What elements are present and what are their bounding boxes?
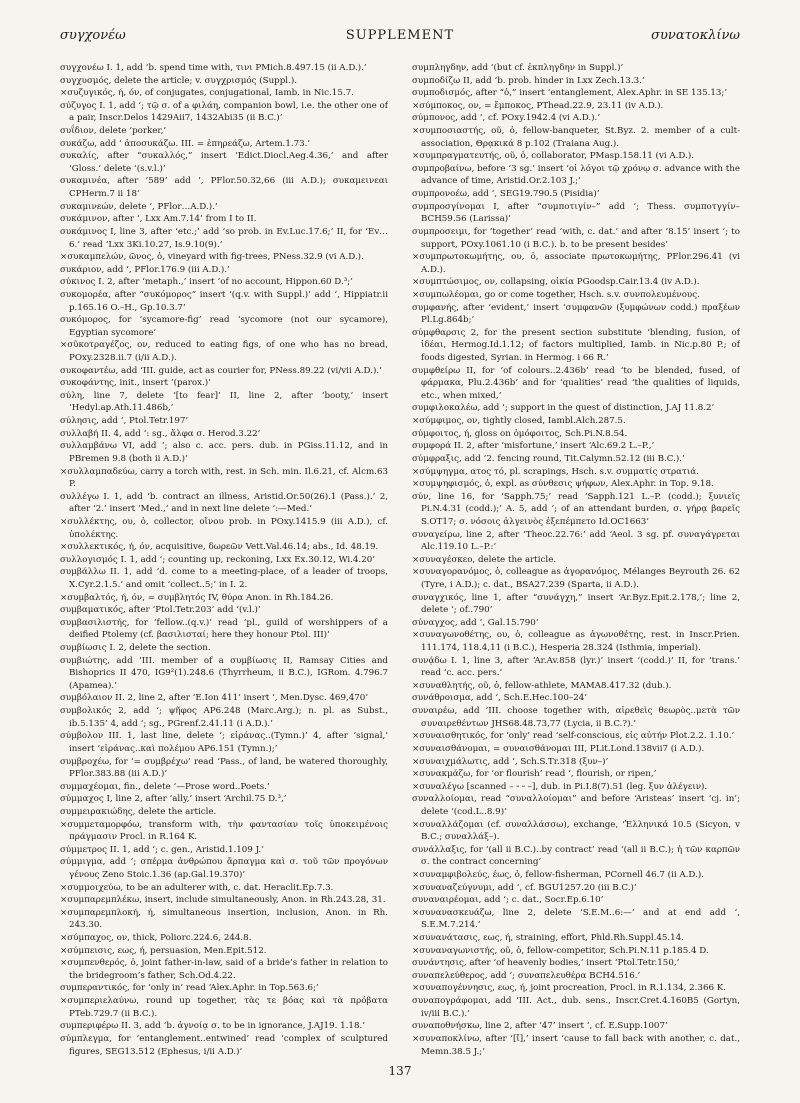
dictionary-entry: ×συνανάτασις, εως, ή, straining, effort, Phld.Rh.Suppl.45.14. (412, 933, 684, 944)
dictionary-entry: ×συναμφιβολεύς, έως, ὁ, fellow-fisherman, PCornell 46.7 (ii A.D.). (412, 870, 704, 880)
dictionary-entry: συμμειρακιώδης, delete the article. (60, 806, 217, 817)
dictionary-entry: συΐδιον, delete ‘porker,’ (60, 126, 167, 137)
dictionary-entry: ×συμπωλέομαι, go or come together, Hsch. s.v. συνπολευμένους. (412, 289, 700, 300)
dictionary-entry: συμπροβαίνω, before ‘3 sg.’ insert ‘οἱ λόγοι τῷ χρόνῳ σ. advance with the advance of time, Aristid.Or.2.103 J.;’ (412, 163, 740, 187)
dictionary-entry: συλλαμβάνω VI, add ‘; also c. acc. pers. dub. in PGiss.11.12, and in PBremen 9.8 (both ii A.D.)’ (60, 441, 388, 464)
running-head-first-word: συγχονέω (60, 28, 126, 43)
dictionary-entry: ×συμβαλτός, ή, όν, = συμβλητός IV, θύρα Anon. in Rh.184.26. (60, 592, 334, 603)
dictionary-entry: συμβιώτης, add ‘III. member of a συμβίωσις II, Ramsay Cities and Bishoprics II 470, IG9²(1).248.6 (Thyrrheum, ii B.C.), IGRom. 4.796.7 (Apamea).’ (60, 655, 388, 691)
text-columns (60, 62, 740, 1062)
dictionary-entry: συγχυσμός, delete the article; v. συγχρισμός (Suppl.). (60, 75, 297, 86)
dictionary-entry: ×συναιχμάλωτις, add ‘, Sch.S.Tr.318 (ξυν–)’ (412, 756, 609, 767)
dictionary-entry: συμφορά II. 2, after ‘misfortune,’ insert ‘Alc.69.2 L.–P.,’ (412, 441, 655, 452)
dictionary-entry: σύμφραξις, add ‘2. fencing round, Tit.Calymn.52.12 (iii B.C.).’ (412, 453, 685, 464)
dictionary-entry: συκαμινεών, delete ‘, PFlor…A.D.).’ (60, 201, 218, 212)
dictionary-entry: συλλογισμός I. 1, add ‘; counting up, reckoning, Lxx Ex.30.12, Wi.4.20’ (60, 554, 376, 565)
dictionary-entry: συκοφάντης, init., insert ‘(parox.)’ (60, 378, 211, 389)
running-head-last-word: συνατοκλίνω (651, 28, 740, 43)
dictionary-entry: συμπροσγίνομαι I, after “συμποτιγίν–” add ‘; Thess. συμποτγγίν– BCH59.56 (Larissa)’ (412, 201, 740, 225)
dictionary-entry: συκάμινος I, line 3, after ‘etc.;’ add ‘so prob. in Ev.Luc.17.6;’ II, for ‘Ev…6.’ read ‘Lxx 3Ki.10.27, Is.9.10(9).’ (60, 226, 388, 250)
dictionary-entry: συμπεριφέρω II. 3, add ‘b. ἀγνοίᾳ σ. to be in ignorance, J.AJ19. 1.18.’ (60, 1021, 365, 1032)
dictionary-entry: συνᾴδω I. 1, line 3, after ‘Ar.Av.858 (lyr.)’ insert ‘(codd.)’ II, for ‘trans.’ read ‘c. acc. pers.’ (412, 655, 740, 679)
dictionary-entry: συκάζω, add ‘ ἀποσυκάζω. III. = ἐπηρεάζω, Artem.1.73.’ (60, 138, 311, 149)
dictionary-entry: συναιρέω, add ‘III. choose together with, αἱρεθεὶς θεωρὸς..μετὰ τῶν συναιρεθέντων JHS68.48.73,77 (Lycia, ii B.C.?).’ (412, 706, 740, 729)
dictionary-entry: συμβολικός 2, add ‘; ψῆφος AP6.248 (Marc.Arg.); n. pl. as Subst., ib.5.135’ 4, add ‘; sg., PGrenf.2.41.11 (i A.D.).’ (60, 706, 388, 729)
dictionary-entry: σύμβολον III. 1, last line, delete ‘; εἰράνας..(Tymn.)’ 4, after ‘signal,’ insert ‘εἰράνας..καὶ πολέμου AP6.151 (Tymn.);’ (60, 731, 388, 754)
dictionary-entry: συγχονέω I. 1, add ‘b. spend time with, τινι PMich.8.497.15 (ii A.D.).’ (60, 63, 367, 73)
dictionary-entry: ×συλλεκτικός, ή, όν, acquisitive, δωρεῶν Vett.Val.46.14; abs., Id. 48.19. (60, 542, 379, 553)
dictionary-entry: συνάλλαξις, for ‘(all ii B.C.)..by contract’ read ‘(all ii B.C.); ἡ τῶν καρπῶν σ. the contract concerning’ (412, 844, 740, 868)
dictionary-entry: ×συναγωνοθέτης, ου, ὁ, colleague as ἀγωνοθέτης, rest. in Inscr.Prien. 111.174, 118.4,11 (i B.C.), Hesperia 28.324 (Isthmia, imperial). (412, 630, 740, 654)
dictionary-entry: συμβασιλιστής, for ‘fellow..(q.v.)’ read ‘pl., guild of worshippers of a deified Ptolemy (cf. βασιλισταί; here they honour Ptol. III)’ (60, 617, 388, 641)
dictionary-entry: συκοφαντέω, add ‘III. guide, act as courier for, PNess.89.22 (vi/vii A.D.).’ (60, 365, 382, 376)
dictionary-entry: ×συνανασκευάζω, line 2, delete ‘S.E.M..6:—’ and at end add ‘, S.E.M.7.214.’ (412, 907, 740, 931)
dictionary-entry: ×συναγορανόμος, ὁ, colleague as ἀγορανόμος, Mélanges Beyrouth 26. 62 (Tyre, i A.D.); c. dat., BSA27.239 (Sparta, ii A.D.). (412, 567, 740, 590)
dictionary-entry: συνάντησις, after ‘of heavenly bodies,’ insert ‘Ptol.Tetr.150,’ (412, 958, 680, 969)
dictionary-entry: σύμπονος, add ‘, cf. POxy.1942.4 (vi A.D.).’ (412, 113, 601, 124)
dictionary-entry: σύναγχος, add ‘, Gal.15.790’ (412, 617, 539, 628)
dictionary-entry: συμβόλαιον II. 2, line 2, after ‘E.Ion 411’ insert ‘, Men.Dysc. 469,470’ (60, 693, 369, 704)
dictionary-entry: συναποθνήσκω, line 2, after ‘47’ insert ‘, cf. E.Supp.1007’ (412, 1021, 668, 1032)
dictionary-entry: ×σύμποκος, ον, = ἔμποκος, PThead.22.9, 23.11 (iv A.D.). (412, 100, 664, 111)
dictionary-entry: συκάριον, add ‘, PFlor.176.9 (iii A.D.).’ (60, 264, 230, 275)
dictionary-entry: σύμμιγμα, add ‘; σπέρμα ἀνθρώπου ἄρπαγμα καὶ σ. τοῦ τῶν προγόνων γένους Zeno Stoic.1.36 (ap.Gal.19.370)’ (60, 857, 388, 880)
dictionary-entry: ×συκαμπελών, ῶνος, ὁ, vineyard with fig-trees, PNess.32.9 (vi A.D.). (60, 252, 364, 263)
dictionary-entry: ×συμπτώσιμος, ον, collapsing, οἰκία PGoodsp.Cair.13.4 (iv A.D.). (412, 277, 700, 288)
dictionary-entry: σύμμετρος II. 1, add ‘; c. gen., Aristid.1.109 J.’ (60, 844, 264, 855)
dictionary-entry: ×συμπεριελαύνω, round up together, τὰς τε βόας καὶ τὰ πρόβατα PTeb.729.7 (ii B.C.). (60, 996, 388, 1019)
dictionary-entry: ×συμπαρεμπλέκω, insert, include simultaneously, Anon. in Rh.243.28, 31. (60, 895, 386, 906)
running-head (60, 28, 740, 52)
left-column (60, 62, 388, 1062)
dictionary-entry: συναπελεύθερος, add ‘; συναπελευθέρα BCH4.516.’ (412, 970, 641, 981)
dictionary-entry: συμποδίζω II, add ‘b. prob. hinder in Lxx Zech.13.3.’ (412, 75, 645, 86)
dictionary-entry: ×συναναγωνιστής, οῦ, ὁ, fellow-competitor, Sch.Pi.N.11 p.185.4 D. (412, 945, 709, 956)
dictionary-entry: συναγχικός, line 1, after “συνάγχη,” insert ‘Ar.Byz.Epit.2.178,’; line 2, delete ‘; of..790’ (412, 592, 740, 616)
dictionary-entry: συκαλίς, after “συκαλλός,” insert ‘Edict.Diocl.Aeg.4.36,’ and after ‘Gloss.’ delete ‘(s.v.l.)’ (60, 151, 388, 174)
dictionary-entry: συναπογράφομαι, add ‘III. Act., dub. sens., Inscr.Cret.4.160B5 (Gortyn, iv/iii B.C.).’ (412, 996, 740, 1019)
page-number: 137 (388, 1064, 412, 1078)
dictionary-entry: συμφανής, after ‘evident,’ insert ‘συμφανῶν (ξυμφώνων codd.) πραξέων Pl.Lg.864b;’ (412, 302, 740, 326)
dictionary-entry: συλλέγω I. 1, add ‘b. contract an illness, Aristid.Or.50(26).1 (Pass.).’ 2, after ‘2.’ insert ‘Med.,’ and in next line delete ‘:—Med.’ (60, 491, 388, 515)
dictionary-entry: σύμφθαρσις 2, for the present section substitute ‘blending, fusion, of ἰδέαι, Hermog.Id.1.12; of factors multiplied, Iamb. in Nic.p.80 P.; of foods digested, Syrian. in Hermog. i 66 R.’ (412, 327, 740, 364)
dictionary-entry: σύλησις, add ‘, Ptol.Tetr.197’ (60, 416, 189, 427)
dictionary-entry: ×συναποκλίνω, after ‘[ἴ],’ insert ‘cause to fall back with another, c. dat., Memn.38.5 J.;’ (412, 1033, 740, 1057)
dictionary-entry: ×συναγέσκεο, delete the article. (412, 554, 557, 565)
dictionary-entry: συμβάλλω II. 1, add ‘d. come to a meeting-place, of a leader of troops, X.Cyr.2.1.5.’ and omit ‘collect..5;’ in I. 2. (60, 567, 388, 590)
dictionary-entry: συκαμινέα, after ‘589’ add ‘, PFlor.50.32,66 (iii A.D.); συκαμεινεαι CPHerm.7 ii 18’ (60, 176, 388, 200)
dictionary-entry: ×συμπενθερός, ὁ, joint father-in-law, said of a bride’s father in relation to the bridegroom’s father, Sch.Od.4.22. (60, 958, 388, 981)
dictionary-entry: ×συναλέγω [scanned – ⏑ ⏑ –], dub. in Pi.I.8(7).51 (leg. ξυν ἀλέγειν). (412, 781, 708, 792)
dictionary-entry: συμβροχέω, for ‘= συμβρέχω’ read ‘Pass., of land, be watered thoroughly, PFlor.383.88 (iii A.D.)’ (60, 756, 388, 780)
dictionary-entry: σύμφοιτος, ή, gloss on ὁμόφοιτος, Sch.Pi.N.8.54. (412, 428, 628, 439)
dictionary-entry: ×συλλαμπαδεύω, carry a torch with, rest. in Sch. min. Il.6.21, cf. Alcm.63 P. (60, 466, 388, 490)
dictionary-entry: συλλαβή II. 4, add ‘: sg., ἄλφα σ. Herod.3.22’ (60, 428, 261, 439)
dictionary-entry: συμπρονοέω, add ‘, SEG19.790.5 (Pisidia)’ (412, 189, 600, 200)
dictionary-entry: ×σύμψηγμα, ατος τό, pl. scrapings, Hsch. s.v. συμματίς στρατιά. (412, 466, 699, 477)
dictionary-entry: συμπληγδην, add ‘(but cf. ἐκπληγδην in Suppl.)’ (412, 63, 624, 73)
dictionary-entry: συμπροσειμι, for ‘together’ read ‘with, c. dat.’ and after ‘8.15’ insert ‘; to support, POxy.1061.10 (i B.C.). b. to be present besides’ (412, 226, 740, 250)
dictionary-entry: συμβαματικός, after ‘Ptol.Tetr.203’ add ‘(v.l.)’ (60, 605, 261, 616)
dictionary-entry: συκομορέα, after “συκόμορος” insert ‘(q.v. with Suppl.)’ add ‘, Hippiatr.ii p.165.16 O.–H., Gp.10.3.7’ (60, 289, 388, 313)
dictionary-entry: ×συναλλάζομαι (cf. συναλλάσσω), exchange, ‘Ἑλληνικά 10.5 (Sicyon, v B.C.; συναλλάξ–). (412, 819, 740, 843)
dictionary-entry: σύλη, line 7, delete ‘[to fear]’ II, line 2, after ‘booty,’ insert ‘Hedyl.ap.Ath.11.486b,’ (60, 390, 388, 414)
dictionary-entry: ×συμμοιχεύω, to be an adulterer with, c. dat. Heraclit.Ep.7.3. (60, 882, 334, 893)
dictionary-entry: ×σύμφιμος, ον, tightly closed, Iambl.Alch.287.5. (412, 416, 626, 427)
dictionary-entry: σύκινος I. 2, after ‘metaph.,’ insert ‘of no account, Hippon.60 D.³;’ (60, 277, 353, 288)
dictionary-entry: ×σύμπεισις, εως, ή, persuasion, Men.Epit.512. (60, 945, 267, 956)
dictionary-entry: συναγείρω, line 2, after ‘Theoc.22.76:’ add ‘Aeol. 3 sg. pf. συναγάγρεται Alc.119.10 L.–P.:’ (412, 529, 740, 553)
dictionary-entry: ×συμμεταμορφόω, transform with, τὴν φαντασίαν τοῖς ὑποκειμένοις πράγμασιν Procl. in R.164 K. (60, 819, 388, 843)
dictionary-entry: ×συμποσιαστής, οῦ, ὁ, fellow-banqueter, St.Byz. 2. member of a cult-association, Θρᾳκικά 8 p.102 (Traiana Aug.). (412, 126, 740, 149)
right-column (412, 62, 740, 1062)
dictionary-entry: συμφιλοκαλέω, add ‘; support in the quest of distinction, J.AJ 11.8.2’ (412, 403, 715, 414)
dictionary-entry: ×συναναζεύγνυμι, add ‘, cf. BGU1257.20 (iii B.C.)’ (412, 882, 637, 893)
dictionary-entry: σύν, line 16, for ‘Sapph.75;’ read ‘Sapph.121 L.–P. (codd.); ξυνιεῖς Pi.N.4.31 (codd.);’ A. 5, add ‘; of an attendant burden, σ. γήρᾳ βαρεῖς S.OT17; σ. νόσοις ἀλγεινὸς ἐξεπέμπετο Id.OC1663’ (412, 491, 740, 527)
dictionary-entry: συμφθείρω II, for ‘of colours..2.436b’ read ‘to be blended, fused, of φάρμακα, Plu.2.436b’ and for ‘qualities’ read ‘the qualities of liquids, etc., when mixed,’ (412, 365, 740, 401)
dictionary-entry: συμβίωσις I. 2, delete the section. (60, 643, 211, 654)
dictionary-entry: σύμπλεγμα, for ‘entanglement..entwined’ read ‘complex of sculptured figures, SEG13.512 (Ephesus, i/ii A.D.)’ (60, 1033, 388, 1057)
dictionary-entry: συμποδισμός, after “ὁ,” insert ‘entanglement, Alex.Aphr. in SE 135.13;’ (412, 88, 728, 99)
dictionary-entry: ×συμψηφισμός, ὁ, expl. as σύνθεσις ψήφων, Alex.Aphr. in Top. 9.18. (412, 479, 714, 490)
dictionary-entry: ×συνακμάζω, for ‘or flourish’ read ‘, flourish, or ripen,’ (412, 769, 657, 780)
running-head-title: SUPPLEMENT (345, 28, 455, 43)
dictionary-entry: συκάμινον, after ‘, Lxx Am.7.14’ from I to II. (60, 214, 257, 225)
dictionary-entry: συναλλοίομαι, read “συναλλοίομαι” and before ‘Aristeas’ insert ‘cj. in’; delete ‘(cod.L..8.9)’ (412, 794, 740, 817)
dictionary-entry: ×συλλέκτης, ου, ὁ, collector, οἴνου prob. in POxy.1415.9 (iii A.D.), cf. ὑπολέκτης. (60, 516, 388, 540)
dictionary-entry: ×σύμπαχος, ον, thick, Poliorc.224.6, 244.8. (60, 933, 252, 944)
dictionary-entry: ×συναπογέννησις, εως, ή, joint procreation, Procl. in R.1.134, 2.366 K. (412, 983, 727, 994)
dictionary-entry: σύζυγος I. 1, add ‘; τῷ σ. of a φιλάη, companion bowl, i.e. the other one of a pair, Inscr.Delos 1429Aii7, 1432Abi35 (ii B.C.)’ (60, 100, 388, 124)
dictionary-entry: συκόμορος, for ‘sycamore-fig’ read ‘sycomore (not our sycamore), Egyptian sycomore’ (60, 315, 388, 338)
dictionary-entry: ×συναισθάνομαι, = συναισθάνομαι III, PLit.Lond.138vii7 (i A.D.). (412, 743, 705, 754)
dictionary-entry: ×συμπρωτοκωμήτης, ου, ὁ, associate πρωτοκωμήτης, PFlor.296.41 (vi A.D.). (412, 252, 740, 275)
dictionary-entry: ×συμπαρεμπλοκή, ή, simultaneous insertion, inclusion, Anon. in Rh. 243.30. (60, 907, 388, 931)
dictionary-entry: ×σῦκοτραγέζος, ον, reduced to eating figs, of one who has no bread, POxy.2328.ii.7 (i/ii A.D.). (60, 340, 388, 364)
dictionary-entry: ×συζυγικός, ή, όν, of conjugates, conjugational, Iamb. in Nic.15.7. (60, 88, 354, 99)
dictionary-entry: συνάθροισμα, add ‘, Sch.E.Hec.100–24’ (412, 693, 588, 704)
dictionary-entry: ×συναθλητής, οῦ, ὁ, fellow-athlete, MAMA8.417.32 (dub.). (412, 680, 672, 691)
dictionary-entry: συμπεραντικός, for ‘only in’ read ‘Alex.Aphr. in Top.563.6;’ (60, 983, 319, 994)
dictionary-entry: ×συναισθητικός, for ‘only’ read ‘self-conscious, εἰς αὐτήν Plot.2.2. 1.10.’ (412, 731, 735, 742)
dictionary-entry: σύμμαχος I, line 2, after ‘ally,’ insert ‘Archil.75 D.³,’ (60, 794, 287, 805)
dictionary-entry: ×συμπραγματευτής, οῦ, ὁ, collaborator, PMasp.158.11 (vi A.D.). (412, 151, 694, 162)
dictionary-entry: συμμαχέομαι, fin., delete ‘—Prose word..Poets.’ (60, 781, 270, 792)
dictionary-entry: συναναιρέομαι, add ‘; c. dat., Socr.Ep.6.10’ (412, 895, 604, 906)
